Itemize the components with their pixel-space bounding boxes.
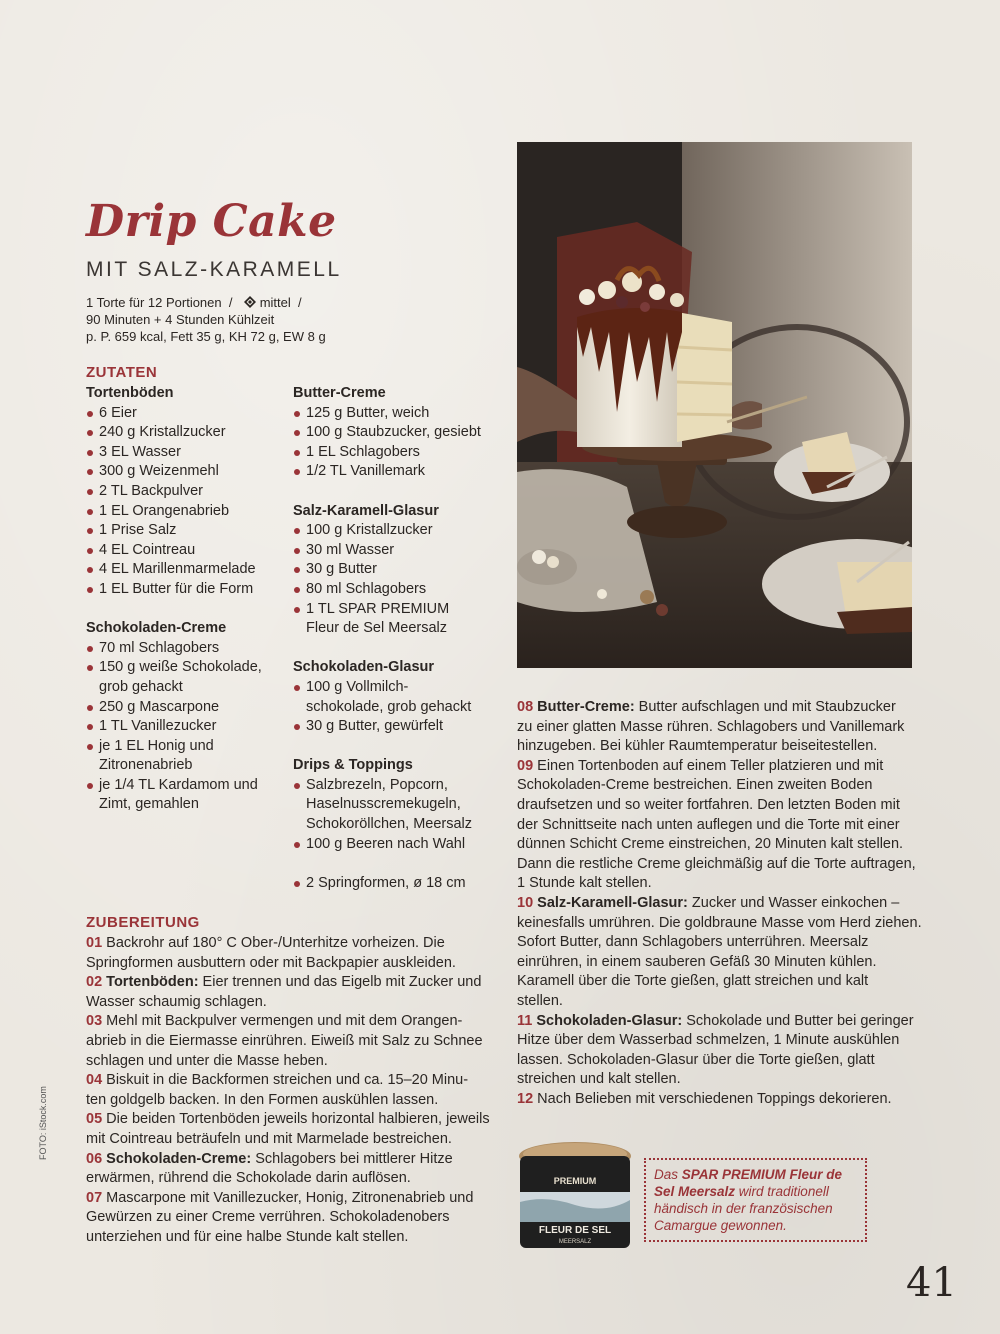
difficulty-icon: [244, 296, 256, 308]
step-text: zu einer glatten Masse rühren. Schlagobers und Vanillemark: [517, 718, 905, 735]
step-line: [86, 1012, 506, 1032]
step-text: Karamell über die Torte gießen, glatt streichen und kalt: [517, 973, 869, 990]
step-text: Sofort Butter, dann Schlagobers unterrühren. Meersalz: [517, 934, 869, 951]
ingredient-item: 1 Prise Salz: [86, 521, 286, 541]
step-line: [517, 953, 917, 973]
step-text: abrieb in die Eiermasse einrühren. Eiweiß mit Salz zu Schnee: [86, 1032, 483, 1049]
step-text: Eier trennen und das Eigelb mit Zucker und: [198, 974, 482, 991]
recipe-title: Drip Cake: [86, 196, 337, 247]
ingredient-item-continued: Schokoröllchen, Meersalz: [306, 816, 473, 833]
ingredient-item: 1/2 TL Vanillemark: [293, 462, 508, 482]
cake-photo: [517, 142, 912, 668]
preparation-heading: ZUBEREITUNG: [86, 914, 200, 931]
page-number: 41: [906, 1260, 957, 1306]
step-label: Schokoladen-Creme:: [102, 1150, 252, 1167]
step-text: Einen Tortenboden auf einem Teller platzieren und mit: [533, 757, 884, 774]
spar-premium-note-box: [644, 1158, 867, 1242]
step-number: 03: [86, 1013, 103, 1030]
step-line: [86, 1208, 506, 1228]
step-line: [517, 914, 922, 934]
step-text: Backrohr auf 180° C Ober-/Unterhitze vorheizen. Die: [102, 935, 445, 951]
step-line: [517, 972, 917, 992]
step-number: 09: [517, 757, 534, 774]
ingredient-item: 1 TL SPAR PREMIUM: [293, 600, 508, 620]
step-text: Die beiden Tortenböden jeweils horizontal halbieren, jeweils: [102, 1111, 490, 1128]
step-label: Schokoladen-Glasur:: [532, 1012, 683, 1029]
ingredients-heading: ZUTATEN: [86, 364, 158, 381]
ingredient-item: je 1 EL Honig und: [86, 737, 286, 757]
step-number: 10: [517, 894, 534, 911]
step-text: stellen.: [517, 992, 563, 1009]
photo-credit: FOTO: iStock.com: [38, 1086, 48, 1160]
ingredient-item: 30 ml Wasser: [293, 541, 508, 561]
ingredient-item-continued: Haselnusscremekugeln,: [306, 796, 461, 813]
step-text: Gewürzen zu einer Creme verrühren. Schokoladenobers: [86, 1209, 450, 1226]
ingredient-item: je 1/4 TL Kardamom und: [86, 776, 286, 796]
ingredient-item: 100 g Beeren nach Wahl: [293, 835, 508, 855]
spacer: [293, 482, 508, 502]
step-line: [517, 718, 917, 738]
step-line: [517, 796, 917, 816]
fleur-de-sel-jar-image: [516, 1140, 634, 1255]
ingredient-item: 4 EL Cointreau: [86, 541, 286, 561]
preparation-left-column: [86, 934, 506, 1248]
step-text: Mascarpone mit Vanillezucker, Honig, Zitronenabrieb und: [102, 1189, 474, 1206]
portions-text: 1 Torte für 12 Portionen: [86, 295, 222, 310]
step-text: Wasser schaumig schlagen.: [86, 993, 267, 1010]
step-number: 12: [517, 1090, 534, 1107]
ingredient-item: 100 g Staubzucker, gesiebt: [293, 423, 508, 443]
step-number: 05: [86, 1111, 103, 1128]
step-number: 04: [86, 1072, 103, 1089]
step-text: Springformen ausbuttern oder mit Backpapier auskleiden.: [86, 954, 456, 971]
step-line: [517, 1031, 917, 1051]
ingredient-group-heading: Schokoladen-Glasur: [293, 659, 435, 676]
meta-line-1: 1 Torte für 12 Portionen / mittel /: [86, 295, 302, 310]
step-line: [86, 1091, 506, 1111]
ingredient-item: 2 TL Backpulver: [86, 482, 286, 502]
step-text: Nach Belieben mit verschiedenen Toppings dekorieren.: [533, 1090, 892, 1107]
step-line: [86, 1150, 506, 1170]
step-line: [517, 757, 917, 777]
step-text: hinzugeben. Bei kühler Raumtemperatur beiseitestellen.: [517, 738, 878, 755]
step-line: [86, 1130, 506, 1150]
ingredient-group-heading: Schokoladen-Creme: [86, 620, 227, 637]
ingredient-item: 3 EL Wasser: [86, 443, 286, 463]
spacer: [293, 854, 508, 874]
step-text: erwärmen, rührend die Schokolade darin auflösen.: [86, 1170, 411, 1187]
step-line: [86, 934, 506, 954]
step-text: Hitze über dem Wasserbad schmelzen, 1 Minute auskühlen: [517, 1032, 900, 1049]
ingredient-group-heading: Tortenböden: [86, 385, 174, 401]
step-line: [86, 1189, 506, 1209]
step-text: Schokoladen-Creme bestreichen. Einen zweiten Boden: [517, 777, 873, 794]
step-text: lassen. Schokoladen-Glasur über die Torte gießen, glatt: [517, 1051, 875, 1068]
step-text: Dann die restliche Creme gleichmäßig auf die Torte auftragen,: [517, 855, 916, 872]
ingredient-item: 100 g Kristallzucker: [293, 521, 508, 541]
ingredient-item: 250 g Mascarpone: [86, 698, 286, 718]
ingredient-item: 300 g Weizenmehl: [86, 462, 286, 482]
spacer: [86, 600, 286, 620]
step-text: schlagen und unter die Masse heben.: [86, 1052, 328, 1069]
step-line: [517, 698, 917, 718]
step-line: [517, 992, 917, 1012]
step-text: Schokolade und Butter bei geringer: [682, 1012, 914, 1029]
recipe-subtitle: MIT SALZ-KARAMELL: [86, 258, 342, 281]
jar-sub-text: MEERSALZ: [558, 1239, 592, 1245]
step-text: unterziehen und für eine halbe Stunde kalt stellen.: [86, 1228, 409, 1245]
step-line: [517, 737, 917, 757]
step-line: [86, 1169, 506, 1189]
step-number: 02: [86, 974, 103, 991]
step-label: Butter-Creme:: [533, 699, 635, 715]
step-line: [517, 894, 917, 914]
ingredients-left-column: [86, 384, 286, 815]
ingredient-item: 150 g weiße Schokolade,: [86, 658, 286, 678]
note-line-3: händisch in der französischen: [654, 1201, 833, 1216]
step-line: [86, 1228, 506, 1248]
note-line-2: [654, 1183, 857, 1200]
step-line: [86, 1110, 506, 1130]
ingredient-item-continued: Zitronenabrieb: [99, 757, 193, 774]
step-line: [86, 1032, 506, 1052]
ingredient-item-continued: Zimt, gemahlen: [99, 796, 199, 813]
step-label: Tortenböden:: [102, 974, 199, 991]
ingredient-group-heading: Drips & Toppings: [293, 757, 413, 774]
ingredient-item: 30 g Butter: [293, 560, 508, 580]
ingredient-item: Salzbrezeln, Popcorn,: [293, 776, 508, 796]
ingredient-item: 1 TL Vanillezucker: [86, 717, 286, 737]
step-number: 06: [86, 1150, 103, 1167]
jar-name-text: FLEUR DE SEL: [538, 1225, 612, 1236]
ingredient-group-heading: Salz-Karamell-Glasur: [293, 502, 439, 519]
step-text: der Schnittseite nach unten auflegen und die Torte mit einer: [517, 816, 900, 833]
ingredient-item: 125 g Butter, weich: [293, 404, 508, 424]
ingredient-item: 30 g Butter, gewürfelt: [293, 717, 508, 737]
ingredient-item: 70 ml Schlagobers: [86, 639, 286, 659]
ingredient-item: 4 EL Marillenmarmelade: [86, 560, 286, 580]
step-line: [517, 1051, 917, 1071]
ingredient-item-continued: Fleur de Sel Meersalz: [306, 620, 448, 637]
meta-line-3: p. P. 659 kcal, Fett 35 g, KH 72 g, EW 8 g: [86, 329, 326, 344]
ingredient-item-continued: schokolade, grob gehackt: [306, 698, 472, 715]
step-line: [86, 973, 506, 993]
ingredient-item: 240 g Kristallzucker: [86, 423, 286, 443]
meta-line-2: 90 Minuten + 4 Stunden Kühlzeit: [86, 312, 275, 327]
note-bold-text: Sel Meersalz: [654, 1184, 736, 1199]
note-text: wird traditionell: [735, 1184, 829, 1199]
jar-brand-text: PREMIUM: [553, 1176, 597, 1186]
ingredient-item: 100 g Vollmilch-: [293, 678, 508, 698]
step-line: [517, 835, 917, 855]
step-line: [86, 1052, 506, 1072]
step-text: Schlagobers bei mittlerer Hitze: [251, 1150, 453, 1167]
step-text: Mehl mit Backpulver vermengen und mit dem Orangen-: [102, 1013, 463, 1030]
ingredients-right-column: [293, 384, 508, 893]
step-text: Biskuit in die Backformen streichen und ca. 15–20 Minu-: [102, 1072, 469, 1089]
step-text: ten goldgelb backen. In den Formen auskühlen lassen.: [86, 1091, 439, 1108]
step-line: [517, 874, 917, 894]
recipe-meta: [86, 294, 326, 345]
step-text: keinesfalls umrühren. Die goldbraune Masse vom Herd ziehen.: [517, 914, 922, 931]
note-bold-text: SPAR PREMIUM Fleur de: [681, 1167, 843, 1182]
step-number: 11: [517, 1012, 533, 1029]
step-text: mit Cointreau beträufeln und mit Marmelade bestreichen.: [86, 1130, 452, 1147]
step-line: [517, 1012, 917, 1032]
step-line: [86, 993, 506, 1013]
note-line-4: Camargue gewonnen.: [654, 1218, 787, 1233]
step-number: 08: [517, 699, 534, 715]
step-number: 01: [86, 935, 103, 951]
step-text: Butter aufschlagen und mit Staubzucker: [634, 699, 896, 715]
ingredient-item: 80 ml Schlagobers: [293, 580, 508, 600]
step-number: 07: [86, 1189, 103, 1206]
ingredient-item: 6 Eier: [86, 404, 286, 424]
ingredient-item: 2 Springformen, ø 18 cm: [293, 874, 508, 894]
note-text: Das: [654, 1167, 682, 1182]
step-line: [517, 1070, 917, 1090]
step-line: [86, 1071, 506, 1091]
ingredient-item: 1 EL Butter für die Form: [86, 580, 286, 600]
difficulty-text: mittel: [259, 295, 291, 310]
spacer: [293, 639, 508, 659]
step-text: 1 Stunde kalt stellen.: [517, 875, 652, 892]
note-line-1: [654, 1166, 857, 1183]
spacer: [293, 737, 508, 757]
step-text: Zucker und Wasser einkochen –: [687, 894, 900, 911]
step-line: [517, 816, 917, 836]
ingredient-item: 1 EL Schlagobers: [293, 443, 508, 463]
step-line: [517, 776, 917, 796]
step-text: draufsetzen und so weiter fortfahren. Den letzten Boden mit: [517, 796, 900, 813]
step-text: einrühren, in einem sauberen Gefäß 30 Minuten kühlen.: [517, 953, 877, 970]
step-line: [517, 855, 917, 875]
ingredient-item-continued: grob gehackt: [99, 678, 183, 695]
step-text: streichen und kalt stellen.: [517, 1071, 681, 1088]
step-line: [86, 954, 506, 974]
ingredient-group-heading: Butter-Creme: [293, 385, 386, 401]
preparation-right-column: [517, 698, 922, 1109]
ingredient-item: 1 EL Orangenabrieb: [86, 502, 286, 522]
step-label: Salz-Karamell-Glasur:: [533, 894, 688, 911]
step-line: [517, 933, 917, 953]
step-line: [517, 1090, 917, 1110]
step-text: dünnen Schicht Creme einstreichen, 20 Minuten kalt stellen.: [517, 836, 904, 853]
